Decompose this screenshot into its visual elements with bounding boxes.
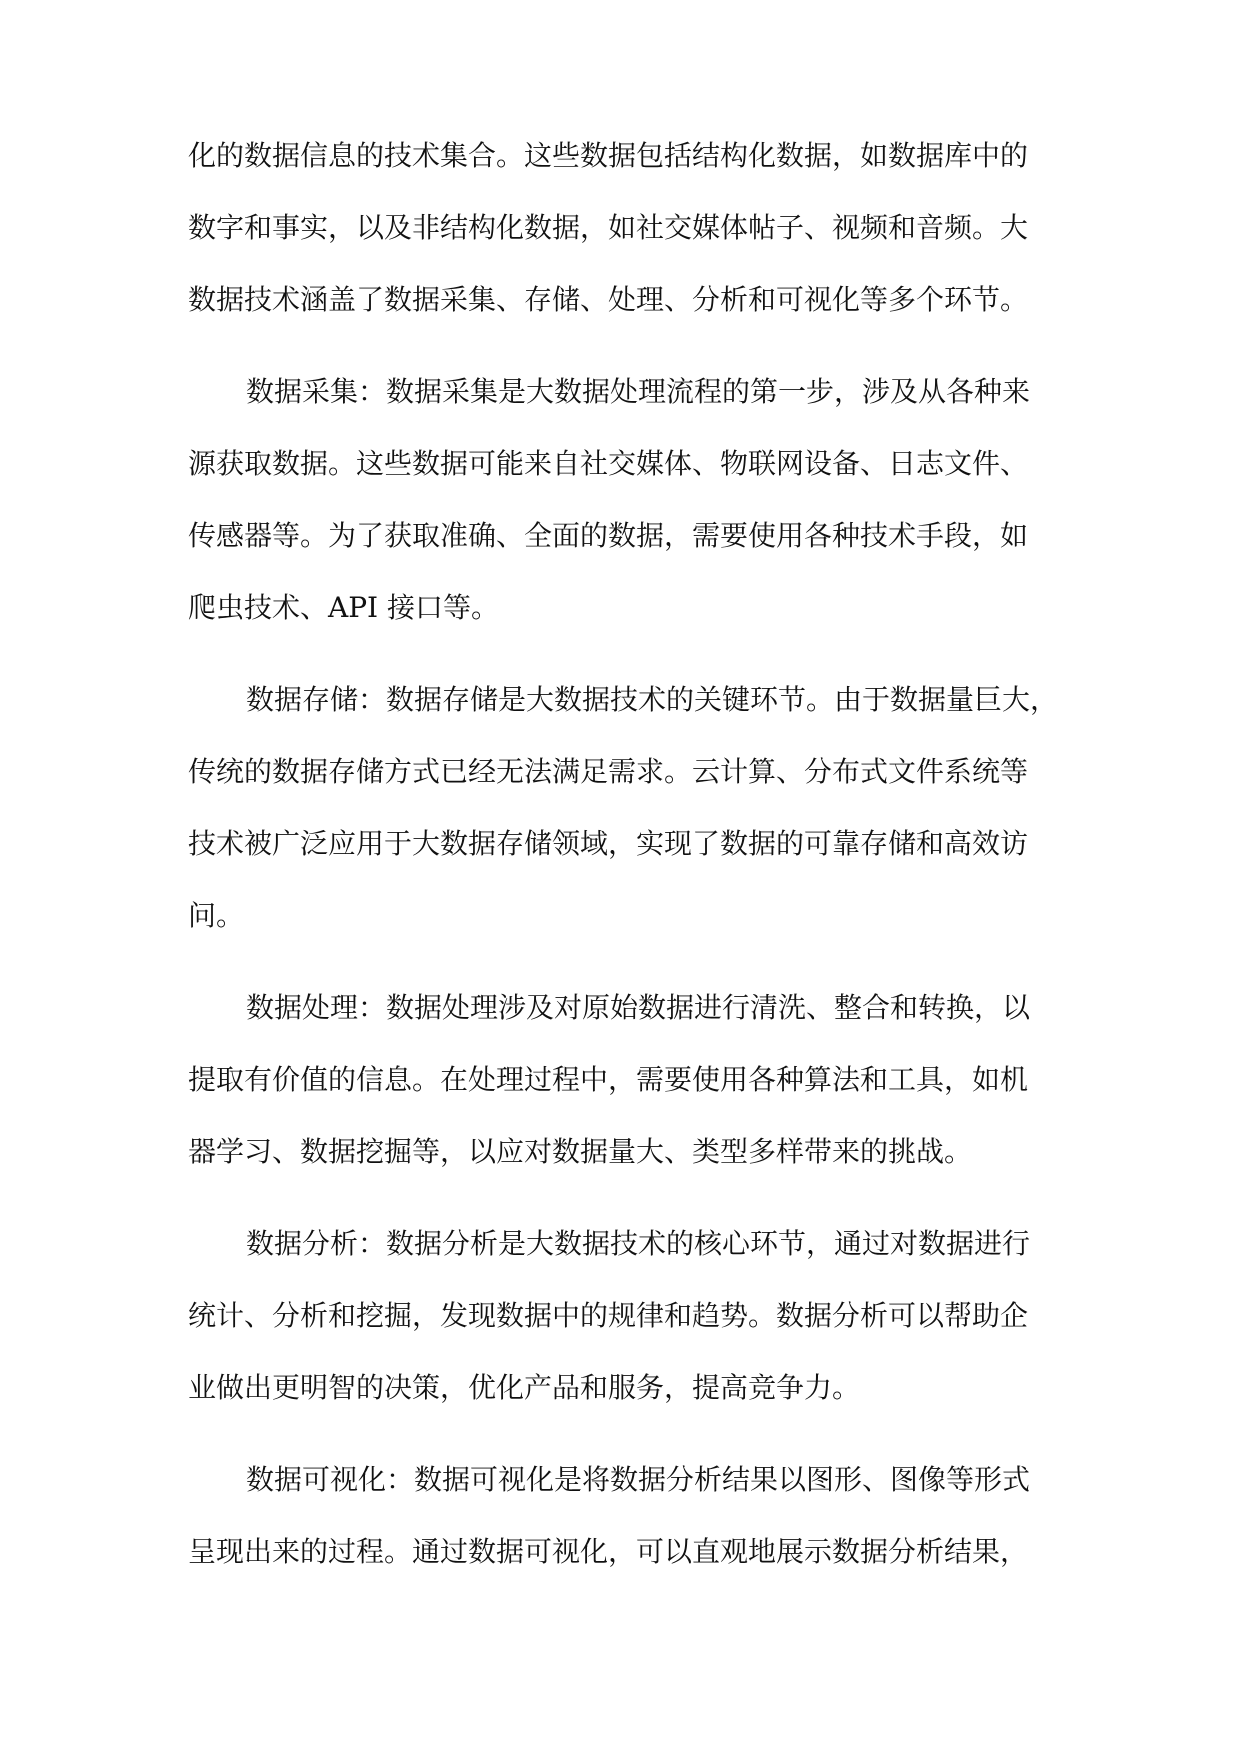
text-line — [0, 280, 1241, 320]
line-text: 爬虫技术、API 接口等。 — [188, 591, 500, 624]
line-text: 统计、分析和挖掘，发现数据中的规律和趋势。数据分析可以帮助企 — [188, 1299, 1029, 1332]
text-line — [0, 372, 1241, 412]
text-line — [0, 1460, 1241, 1500]
text-line — [0, 752, 1241, 792]
line-text: 数字和事实，以及非结构化数据，如社交媒体帖子、视频和音频。大 — [188, 211, 1029, 244]
line-text: 数据分析：数据分析是大数据技术的核心环节，通过对数据进行 — [246, 1227, 1031, 1260]
line-text: 数据存储：数据存储是大数据技术的关键环节。由于数据量巨大， — [246, 683, 1059, 716]
line-text: 源获取数据。这些数据可能来自社交媒体、物联网设备、日志文件、 — [188, 447, 1029, 480]
line-text: 传统的数据存储方式已经无法满足需求。云计算、分布式文件系统等 — [188, 755, 1029, 788]
text-line — [0, 136, 1241, 176]
line-text: 呈现出来的过程。通过数据可视化，可以直观地展示数据分析结果， — [188, 1535, 1029, 1568]
text-line — [0, 824, 1241, 864]
line-text: 化的数据信息的技术集合。这些数据包括结构化数据，如数据库中的 — [188, 139, 1029, 172]
line-text: 问。 — [188, 899, 245, 932]
line-text: 数据处理：数据处理涉及对原始数据进行清洗、整合和转换，以 — [246, 991, 1031, 1024]
line-text: 数据采集：数据采集是大数据处理流程的第一步，涉及从各种来 — [246, 375, 1031, 408]
line-text: 技术被广泛应用于大数据存储领域，实现了数据的可靠存储和高效访 — [188, 827, 1029, 860]
text-line — [0, 988, 1241, 1028]
line-text: 传感器等。为了获取准确、全面的数据，需要使用各种技术手段，如 — [188, 519, 1029, 552]
text-line — [0, 1060, 1241, 1100]
text-line — [0, 588, 1241, 628]
text-line — [0, 1368, 1241, 1408]
text-line — [0, 444, 1241, 484]
text-line — [0, 208, 1241, 248]
line-text: 器学习、数据挖掘等，以应对数据量大、类型多样带来的挑战。 — [188, 1135, 973, 1168]
line-text: 数据技术涵盖了数据采集、存储、处理、分析和可视化等多个环节。 — [188, 283, 1029, 316]
text-line — [0, 896, 1241, 936]
text-line — [0, 1224, 1241, 1264]
line-text: 数据可视化：数据可视化是将数据分析结果以图形、图像等形式 — [246, 1463, 1031, 1496]
line-text: 业做出更明智的决策，优化产品和服务，提高竞争力。 — [188, 1371, 861, 1404]
text-line — [0, 680, 1241, 720]
line-text: 提取有价值的信息。在处理过程中，需要使用各种算法和工具，如机 — [188, 1063, 1029, 1096]
text-line — [0, 516, 1241, 556]
text-line — [0, 1132, 1241, 1172]
text-line — [0, 1296, 1241, 1336]
text-line — [0, 1532, 1241, 1572]
